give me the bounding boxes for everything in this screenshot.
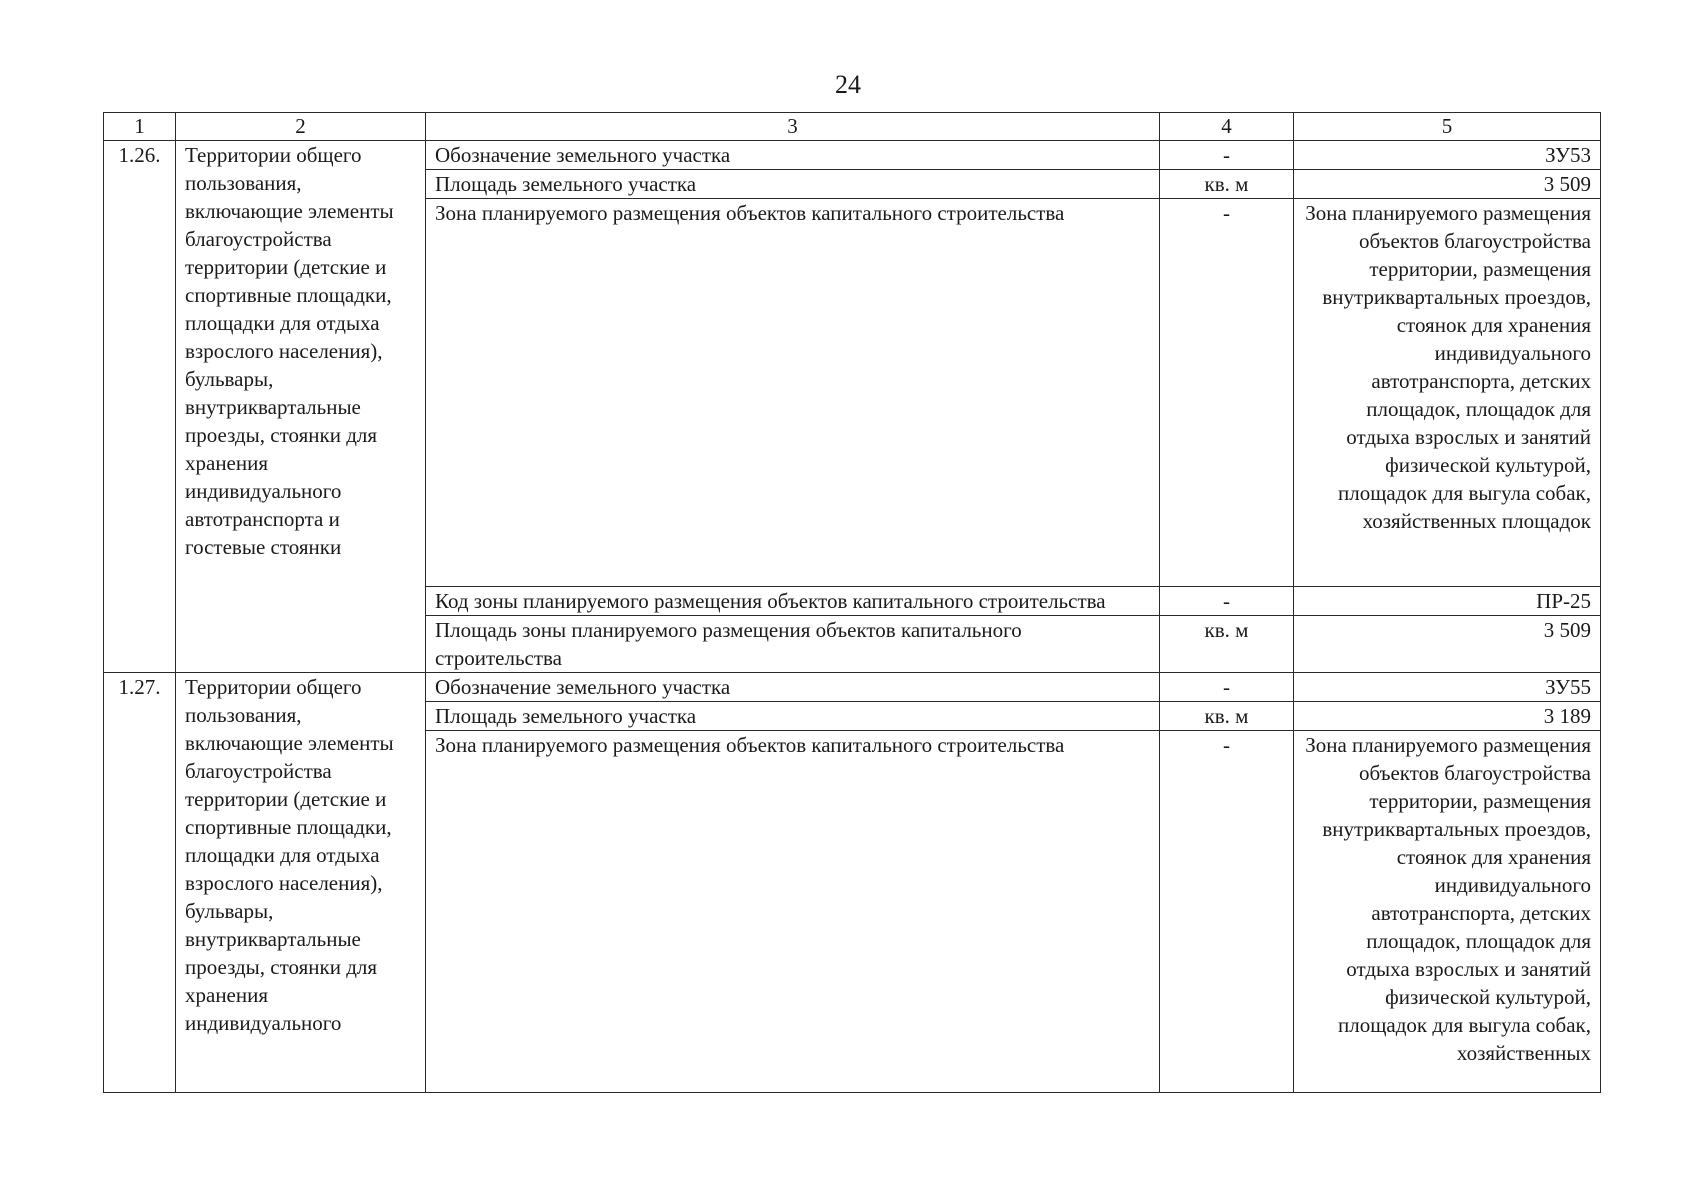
parameter-value: 3 509: [1294, 616, 1601, 673]
parameter-unit: кв. м: [1160, 616, 1294, 673]
parameter-value: Зона планируемого размещения объектов благоустройства территории, размещения внутриквартальных проездов, стоянок для хранения индивидуального автотранспорта, детских площадок, площадок для отдыха взрослых и занятий физической культурой, площадок для выгула собак, хозяйственных площадок: [1294, 199, 1601, 587]
parameter-unit: -: [1160, 587, 1294, 616]
column-header: 4: [1160, 113, 1294, 141]
parameter-name: Площадь земельного участка: [426, 702, 1160, 731]
parameter-name: Код зоны планируемого размещения объектов капитального строительства: [426, 587, 1160, 616]
table-header-row: [104, 113, 1601, 141]
column-header: 2: [176, 113, 426, 141]
parameter-value: ПР-25: [1294, 587, 1601, 616]
item-number: 1.26.: [104, 141, 176, 673]
column-header: 5: [1294, 113, 1601, 141]
table-row: [104, 673, 1601, 702]
parameter-unit: -: [1160, 731, 1294, 1093]
item-name: Территории общего пользования, включающие элементы благоустройства территории (детские и спортивные площадки, площадки для отдыха взрослого населения), бульвары, внутриквартальные проезды, стоянки для хранения индивидуального: [176, 673, 426, 1093]
parameter-unit: -: [1160, 199, 1294, 587]
parameter-name: Площадь земельного участка: [426, 170, 1160, 199]
parameter-value: Зона планируемого размещения объектов благоустройства территории, размещения внутриквартальных проездов, стоянок для хранения индивидуального автотранспорта, детских площадок, площадок для отдыха взрослых и занятий физической культурой, площадок для выгула собак, хозяйственных: [1294, 731, 1601, 1093]
column-header: 1: [104, 113, 176, 141]
parameter-unit: кв. м: [1160, 702, 1294, 731]
parameter-value: ЗУ53: [1294, 141, 1601, 170]
parameter-unit: кв. м: [1160, 170, 1294, 199]
parameter-value: 3 509: [1294, 170, 1601, 199]
parameter-unit: -: [1160, 673, 1294, 702]
parameter-value: ЗУ55: [1294, 673, 1601, 702]
item-number: 1.27.: [104, 673, 176, 1093]
page-number: 24: [835, 70, 861, 99]
table-row: [104, 141, 1601, 170]
column-header: 3: [426, 113, 1160, 141]
parameter-name: Зона планируемого размещения объектов капитального строительства: [426, 199, 1160, 587]
parameter-name: Обозначение земельного участка: [426, 673, 1160, 702]
parameter-value: 3 189: [1294, 702, 1601, 731]
item-name: Территории общего пользования, включающие элементы благоустройства территории (детские и спортивные площадки, площадки для отдыха взрослого населения), бульвары, внутриквартальные проезды, стоянки для хранения индивидуального автотранспорта и гостевые стоянки: [176, 141, 426, 673]
parameter-unit: -: [1160, 141, 1294, 170]
parameter-name: Обозначение земельного участка: [426, 141, 1160, 170]
parameter-name: Зона планируемого размещения объектов капитального строительства: [426, 731, 1160, 1093]
parameters-table: [103, 112, 1601, 1093]
parameter-name: Площадь зоны планируемого размещения объектов капитального строительства: [426, 616, 1160, 673]
